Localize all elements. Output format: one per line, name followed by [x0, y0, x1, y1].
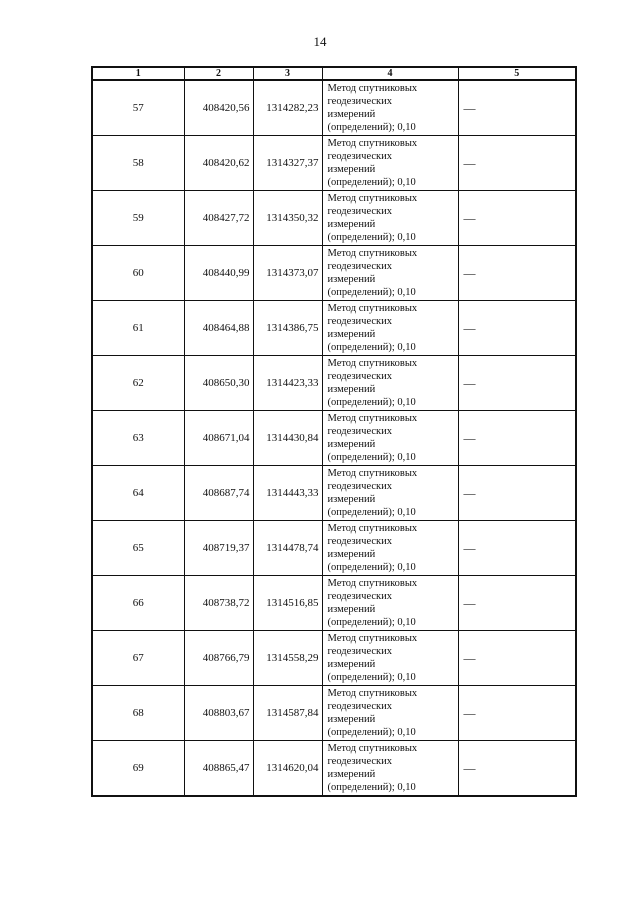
y-coordinate-cell: 1314423,33: [253, 356, 322, 411]
table-row: [92, 466, 576, 521]
coordinates-table: [91, 66, 577, 797]
point-number-cell: 64: [92, 466, 184, 521]
method-text-line: измерений: [327, 329, 376, 340]
method-text-line: (определений); 0,10: [327, 397, 416, 408]
method-text-line: геодезических: [327, 261, 393, 272]
y-coordinate-cell: 1314373,07: [253, 246, 322, 301]
x-coordinate-cell: 408420,62: [184, 136, 253, 191]
method-text-line: Метод спутниковых: [327, 303, 418, 314]
point-number-cell: 63: [92, 411, 184, 466]
note-cell: —: [458, 521, 576, 576]
method-text-line: (определений); 0,10: [327, 507, 416, 518]
method-text-line: измерений: [327, 274, 376, 285]
x-coordinate-cell: 408440,99: [184, 246, 253, 301]
method-text-line: геодезических: [327, 646, 393, 657]
method-text-line: измерений: [327, 164, 376, 175]
point-number-cell: 65: [92, 521, 184, 576]
method-text-line: (определений); 0,10: [327, 562, 416, 573]
method-text-line: (определений); 0,10: [327, 452, 416, 463]
method-text-line: геодезических: [327, 206, 393, 217]
method-cell: [322, 411, 458, 466]
method-cell: [322, 631, 458, 686]
note-cell: —: [458, 411, 576, 466]
table-row: [92, 411, 576, 466]
method-text-line: геодезических: [327, 96, 393, 107]
point-number-cell: 66: [92, 576, 184, 631]
method-text-line: (определений); 0,10: [327, 672, 416, 683]
note-cell: —: [458, 576, 576, 631]
method-text-line: (определений); 0,10: [327, 727, 416, 738]
method-text-line: (определений); 0,10: [327, 177, 416, 188]
note-cell: —: [458, 466, 576, 521]
y-coordinate-cell: 1314443,33: [253, 466, 322, 521]
header-col-1: 1: [92, 67, 184, 80]
method-text-line: Метод спутниковых: [327, 468, 418, 479]
header-col-2: 2: [184, 67, 253, 80]
header-col-4: 4: [322, 67, 458, 80]
method-text-line: измерений: [327, 219, 376, 230]
x-coordinate-cell: 408803,67: [184, 686, 253, 741]
note-cell: —: [458, 136, 576, 191]
table-row: [92, 576, 576, 631]
x-coordinate-cell: 408719,37: [184, 521, 253, 576]
table-row: [92, 741, 576, 797]
method-text-line: Метод спутниковых: [327, 523, 418, 534]
method-text-line: (определений); 0,10: [327, 287, 416, 298]
method-text-line: Метод спутниковых: [327, 413, 418, 424]
x-coordinate-cell: 408464,88: [184, 301, 253, 356]
table-row: [92, 301, 576, 356]
note-cell: —: [458, 356, 576, 411]
method-text-line: (определений); 0,10: [327, 122, 416, 133]
table-body: [92, 80, 576, 796]
method-text-line: (определений); 0,10: [327, 342, 416, 353]
method-cell: [322, 136, 458, 191]
x-coordinate-cell: 408766,79: [184, 631, 253, 686]
method-cell: [322, 356, 458, 411]
x-coordinate-cell: 408671,04: [184, 411, 253, 466]
table-row: [92, 191, 576, 246]
table-row: [92, 136, 576, 191]
method-text-line: Метод спутниковых: [327, 248, 418, 259]
y-coordinate-cell: 1314282,23: [253, 80, 322, 136]
method-text-line: Метод спутниковых: [327, 138, 418, 149]
method-text-line: Метод спутниковых: [327, 358, 418, 369]
x-coordinate-cell: 408427,72: [184, 191, 253, 246]
method-text-line: измерений: [327, 549, 376, 560]
note-cell: —: [458, 301, 576, 356]
header-col-5: 5: [458, 67, 576, 80]
point-number-cell: 67: [92, 631, 184, 686]
page-number: 14: [313, 34, 327, 49]
method-text-line: Метод спутниковых: [327, 578, 418, 589]
method-cell: [322, 686, 458, 741]
table-row: [92, 686, 576, 741]
method-text-line: геодезических: [327, 701, 393, 712]
method-text-line: Метод спутниковых: [327, 688, 418, 699]
method-text-line: геодезических: [327, 426, 393, 437]
point-number-cell: 61: [92, 301, 184, 356]
method-text-line: Метод спутниковых: [327, 193, 418, 204]
point-number-cell: 57: [92, 80, 184, 136]
y-coordinate-cell: 1314386,75: [253, 301, 322, 356]
method-text-line: измерений: [327, 109, 376, 120]
note-cell: —: [458, 741, 576, 797]
point-number-cell: 60: [92, 246, 184, 301]
point-number-cell: 69: [92, 741, 184, 797]
method-text-line: измерений: [327, 714, 376, 725]
method-cell: [322, 191, 458, 246]
method-text-line: геодезических: [327, 756, 393, 767]
method-cell: [322, 466, 458, 521]
header-row: [92, 67, 576, 80]
note-cell: —: [458, 191, 576, 246]
method-text-line: измерений: [327, 659, 376, 670]
header-col-3: 3: [253, 67, 322, 80]
method-text-line: геодезических: [327, 481, 393, 492]
y-coordinate-cell: 1314478,74: [253, 521, 322, 576]
y-coordinate-cell: 1314587,84: [253, 686, 322, 741]
method-text-line: измерений: [327, 769, 376, 780]
method-text-line: (определений); 0,10: [327, 617, 416, 628]
y-coordinate-cell: 1314620,04: [253, 741, 322, 797]
table-row: [92, 521, 576, 576]
note-cell: —: [458, 80, 576, 136]
method-text-line: измерений: [327, 384, 376, 395]
note-cell: —: [458, 686, 576, 741]
table-row: [92, 356, 576, 411]
method-text-line: измерений: [327, 439, 376, 450]
method-text-line: Метод спутниковых: [327, 633, 418, 644]
method-cell: [322, 521, 458, 576]
y-coordinate-cell: 1314430,84: [253, 411, 322, 466]
method-text-line: Метод спутниковых: [327, 743, 418, 754]
method-cell: [322, 301, 458, 356]
method-cell: [322, 246, 458, 301]
method-text-line: геодезических: [327, 371, 393, 382]
y-coordinate-cell: 1314327,37: [253, 136, 322, 191]
point-number-cell: 62: [92, 356, 184, 411]
x-coordinate-cell: 408738,72: [184, 576, 253, 631]
method-text-line: геодезических: [327, 151, 393, 162]
method-cell: [322, 741, 458, 797]
method-text-line: геодезических: [327, 591, 393, 602]
note-cell: —: [458, 246, 576, 301]
method-cell: [322, 80, 458, 136]
method-cell: [322, 576, 458, 631]
point-number-cell: 58: [92, 136, 184, 191]
method-text-line: Метод спутниковых: [327, 83, 418, 94]
table-row: [92, 246, 576, 301]
method-text-line: (определений); 0,10: [327, 232, 416, 243]
y-coordinate-cell: 1314558,29: [253, 631, 322, 686]
x-coordinate-cell: 408865,47: [184, 741, 253, 797]
point-number-cell: 68: [92, 686, 184, 741]
x-coordinate-cell: 408650,30: [184, 356, 253, 411]
method-text-line: измерений: [327, 604, 376, 615]
note-cell: —: [458, 631, 576, 686]
x-coordinate-cell: 408687,74: [184, 466, 253, 521]
method-text-line: геодезических: [327, 316, 393, 327]
method-text-line: геодезических: [327, 536, 393, 547]
table-row: [92, 631, 576, 686]
point-number-cell: 59: [92, 191, 184, 246]
y-coordinate-cell: 1314350,32: [253, 191, 322, 246]
method-text-line: измерений: [327, 494, 376, 505]
table-row: [92, 80, 576, 136]
x-coordinate-cell: 408420,56: [184, 80, 253, 136]
y-coordinate-cell: 1314516,85: [253, 576, 322, 631]
method-text-line: (определений); 0,10: [327, 782, 416, 793]
